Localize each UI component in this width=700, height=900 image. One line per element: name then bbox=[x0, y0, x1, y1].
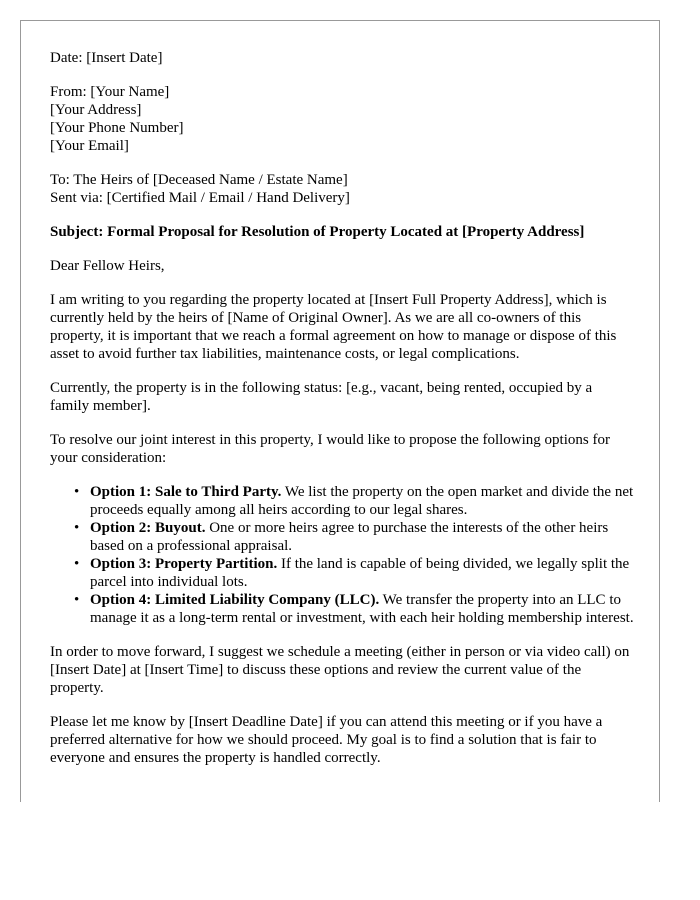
date-line: Date: [Insert Date] bbox=[50, 50, 163, 66]
sender-phone: [Your Phone Number] bbox=[50, 120, 184, 136]
sender-email: [Your Email] bbox=[50, 138, 129, 154]
paragraph-meeting: In order to move forward, I suggest we schedule a meeting (either in person or via video call) on [Insert Date] at [Insert Time] to discuss these options and review the current value of the property. bbox=[50, 644, 630, 696]
sender-name: From: [Your Name] bbox=[50, 84, 170, 100]
paragraph-intro: I am writing to you regarding the property located at [Insert Full Property Address], which is currently held by the heirs of [Name of Original Owner]. As we are all co-owners of this property, it is important that we reach a formal agreement on how to manage or dispose of this asset to avoid further tax liabilities, maintenance costs, or legal complications. bbox=[50, 292, 617, 362]
option-text: One or more heirs agree to purchase the interests of the other heirs based on a professional appraisal. bbox=[90, 520, 609, 554]
list-item bbox=[74, 591, 634, 627]
sent-via-line: Sent via: [Certified Mail / Email / Hand Delivery] bbox=[50, 190, 350, 206]
letter-body bbox=[50, 49, 634, 783]
bullet-icon: • bbox=[74, 556, 80, 572]
paragraph-status: Currently, the property is in the following status: [e.g., vacant, being rented, occupied by a family member]. bbox=[50, 380, 593, 414]
bullet-icon: • bbox=[74, 592, 80, 608]
letter-page bbox=[20, 20, 660, 802]
paragraph-options-intro: To resolve our joint interest in this property, I would like to propose the following options for your consideration: bbox=[50, 432, 610, 466]
option-title: Option 3: Property Partition. bbox=[90, 556, 278, 572]
recipient-line: To: The Heirs of [Deceased Name / Estate Name] bbox=[50, 172, 348, 188]
option-text: We list the property on the open market and divide the net proceeds equally among all heirs according to our legal shares. bbox=[90, 484, 634, 518]
option-title: Option 1: Sale to Third Party. bbox=[90, 484, 282, 500]
bullet-icon: • bbox=[74, 520, 80, 536]
option-text: We transfer the property into an LLC to manage it as a long-term rental or investment, with each heir holding membership interest. bbox=[90, 592, 634, 626]
list-item bbox=[74, 519, 634, 555]
salutation: Dear Fellow Heirs, bbox=[50, 258, 165, 274]
list-item bbox=[74, 555, 634, 591]
recipient-block bbox=[50, 171, 634, 207]
subject-line: Subject: Formal Proposal for Resolution of Property Located at [Property Address] bbox=[50, 224, 585, 240]
sender-address: [Your Address] bbox=[50, 102, 142, 118]
bullet-icon: • bbox=[74, 484, 80, 500]
paragraph-closing: Please let me know by [Insert Deadline Date] if you can attend this meeting or if you have a preferred alternative for how we should proceed. My goal is to find a solution that is fair to everyone and ensures the property is handled correctly. bbox=[50, 714, 603, 766]
sender-block bbox=[50, 83, 634, 155]
option-text: If the land is capable of being divided, we legally split the parcel into individual lots. bbox=[90, 556, 630, 590]
list-item bbox=[74, 483, 634, 519]
option-title: Option 4: Limited Liability Company (LLC). bbox=[90, 592, 380, 608]
options-list bbox=[50, 483, 634, 627]
option-title: Option 2: Buyout. bbox=[90, 520, 206, 536]
